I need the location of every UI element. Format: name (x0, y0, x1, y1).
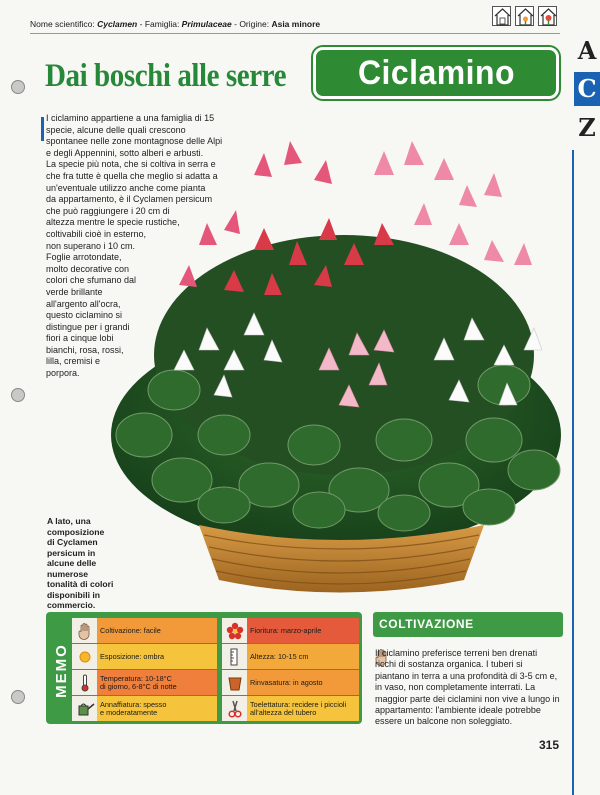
memo-label: MEMO (52, 642, 70, 698)
intro-paragraph: I ciclamino appartiene a una famiglia di 15 specie, alcune delle quali crescono spontanee nelle zone montagnose delle Alpi e degli Appennini, sotto alberi e arbusti. La specie più nota, che si coltiva in serra e che fra tutte è quella che meglio si adatta a un'eventuale utilizzo anche come pianta da appartamento, è il Cyclamen persicum che può raggiungere i 20 cm di altezza mentre le specie rustiche, coltivabili cioè in esterno, non superano i 10 cm. Foglie arrotondate, molto decorative con colori che sfumano dal verde brillante all'argento all'ocra, questo ciclamino si distingue per i grandi fiori a cinque lobi bianchi, rosa, rossi, lilla, cremisi e porpora. (46, 113, 223, 379)
shears-icon (222, 696, 247, 721)
memo-item-text: Temperatura: 10-18°C di giorno, 6-8°C di notte (100, 673, 177, 691)
origin-label: - Origine: (231, 19, 272, 29)
scientific-name-value: Cyclamen (97, 19, 138, 29)
flower-icon (222, 618, 247, 643)
outdoor-plant-icon (538, 6, 557, 26)
scientific-name-label: Nome scientifico: (30, 19, 98, 29)
ruler-icon (222, 644, 247, 669)
thermometer-icon (72, 670, 97, 695)
alphabet-index (572, 32, 600, 795)
intro-accent-bar (41, 117, 44, 141)
memo-box (46, 612, 362, 724)
memo-item (222, 670, 359, 695)
sun-icon (72, 644, 97, 669)
binder-hole (11, 690, 25, 704)
page-number: 315 (539, 738, 560, 752)
plant-name: Ciclamino (357, 53, 515, 92)
photo-caption: A lato, una composizione di Cyclamen persicum in alcune delle numerose tonalità di colori disponibili in commercio. (47, 516, 114, 610)
cyclamen-basket-photo (104, 135, 574, 605)
header-strip (30, 14, 560, 34)
memo-item (222, 644, 359, 669)
family-value: Primulaceae (181, 19, 232, 29)
plant-name-badge (313, 47, 559, 99)
hand-icon (72, 618, 97, 643)
location-icons (492, 6, 557, 26)
coltivazione-heading: COLTIVAZIONE (373, 612, 563, 637)
memo-item (72, 618, 217, 643)
memo-item (222, 618, 359, 643)
index-letter-c: C (574, 72, 600, 106)
memo-item-text: Esposizione: ombra (100, 651, 165, 661)
memo-item (72, 670, 217, 695)
coltivazione-text: Il ciclamino preferisce terreni ben drenati ricchi di sostanza organica. I tuberi si piantano in terra a una profondità di 3-5 cm e, in vaso, non completamente interrati. La maggior parte dei ciclamini non vive a lungo in appartamento: l'ambiente ideale potrebbe essere un balcone non soleggiato. (375, 648, 560, 727)
index-letter-a: A (577, 36, 597, 65)
memo-item (72, 644, 217, 669)
memo-item-text: Toelettatura: recidere i piccioli all'altezza del tubero (250, 699, 347, 717)
memo-item (222, 696, 359, 721)
index-letter-z: Z (578, 113, 596, 142)
memo-item-text: Annaffiatura: spesso e moderatamente (100, 699, 167, 717)
half-shade-icon (515, 6, 534, 26)
memo-item-text: Rinvasatura: in agosto (250, 677, 323, 687)
memo-item (72, 696, 217, 721)
family-label: - Famiglia: (137, 19, 182, 29)
memo-item-text: Altezza: 10-15 cm (250, 651, 309, 661)
watering-can-icon (72, 696, 97, 721)
origin-value: Asia minore (271, 19, 321, 29)
page-title: Dai boschi alle serre (45, 58, 287, 94)
indoor-plant-icon (492, 6, 511, 26)
binder-hole (11, 388, 25, 402)
memo-item-text: Coltivazione: facile (100, 625, 161, 635)
pot-icon (222, 670, 247, 695)
binder-hole (11, 80, 25, 94)
memo-item-text: Fioritura: marzo-aprile (250, 625, 322, 635)
